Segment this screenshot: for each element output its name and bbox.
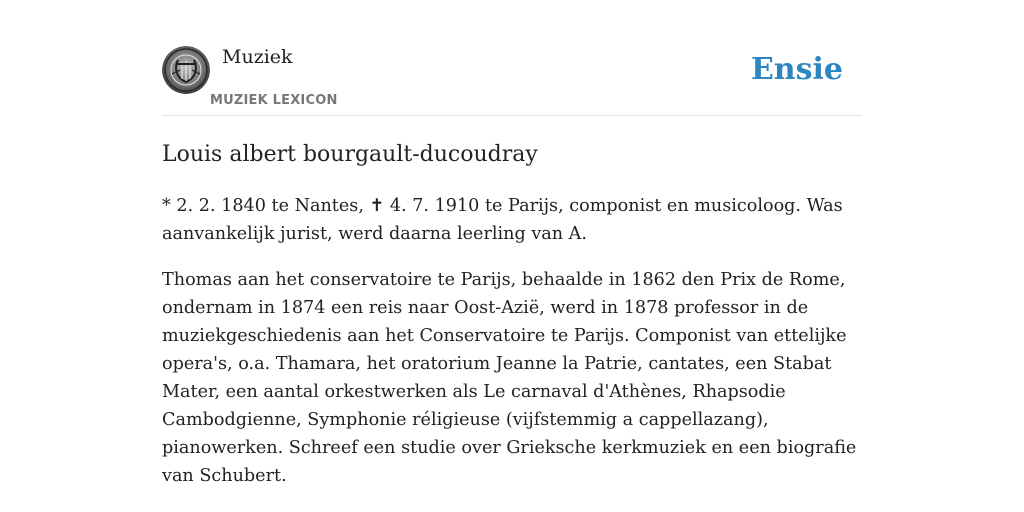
article	[162, 140, 862, 508]
book-subtitle: MUZIEK LEXICON	[210, 93, 338, 108]
book-logo[interactable]	[162, 46, 210, 94]
book-title-link[interactable]: Muziek	[222, 46, 293, 68]
brand-logo-link[interactable]: Ensie	[750, 52, 843, 87]
article-paragraph-1: * 2. 2. 1840 te Nantes, ✝ 4. 7. 1910 te Parijs, componist en musicoloog. Was aanvankelijk jurist, werd daarna leerling van A.	[162, 196, 843, 244]
lyre-emblem-icon	[162, 46, 210, 94]
page-header	[162, 0, 862, 116]
article-paragraph-2: Thomas aan het conservatoire te Parijs, behaalde in 1862 den Prix de Rome, ondernam in 1874 een reis naar Oost-Azië, werd in 1878 professor in de muziekgeschiedenis aan het Conservatoire te Parijs. Componist van ettelijke opera's, o.a. Thamara, het oratorium Jeanne la Patrie, cantates, een Stabat Mater, een aantal orkestwerken als Le carnaval d'Athènes, Rhapsodie Cambodgienne, Symphonie réligieuse (vijfstemmig a cappellazang), pianowerken. Schreef een studie over Grieksche kerkmuziek en een biografie van Schubert.	[162, 270, 857, 486]
article-title: Louis albert bourgault-ducoudray	[162, 142, 538, 167]
